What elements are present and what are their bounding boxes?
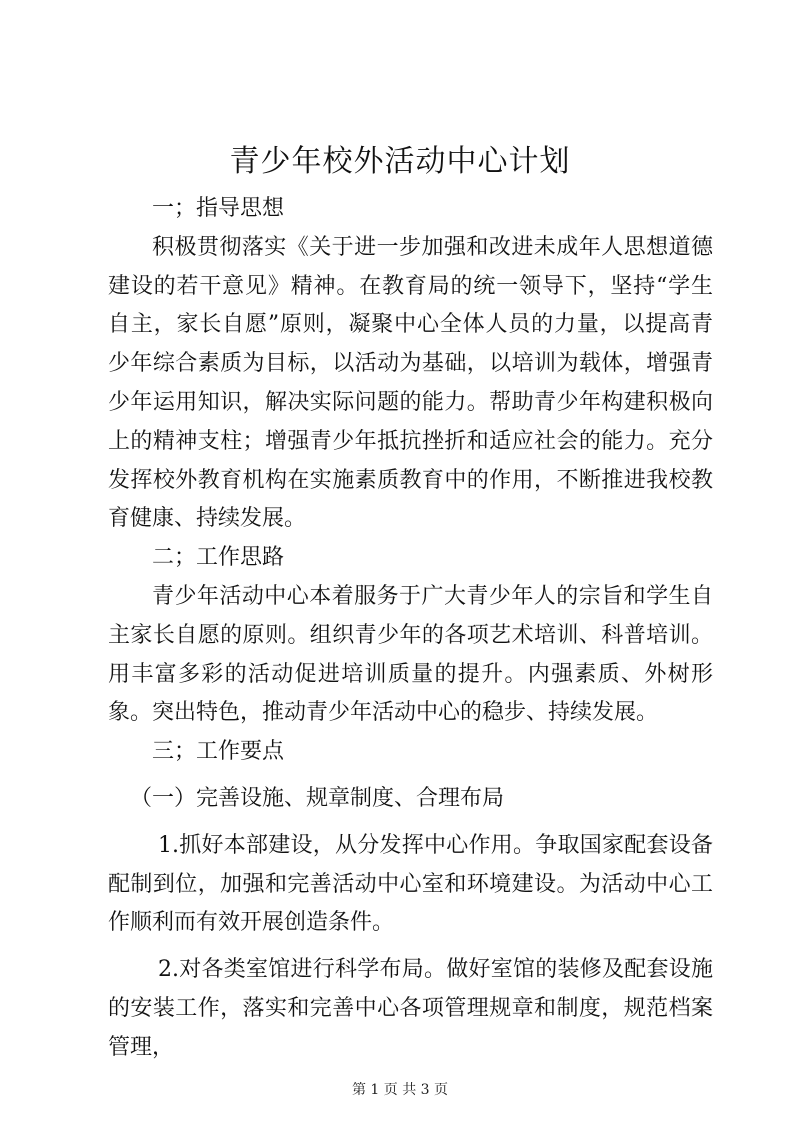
section-3-item-1: 1.抓好本部建设，从分发挥中心作用。争取国家配套设备配制到位，加强和完善活动中心室和环境建设。为活动中心工作顺利而有效开展创造条件。	[108, 832, 713, 936]
document-title: 青少年校外活动中心计划	[229, 144, 571, 179]
section-1-paragraph: 积极贯彻落实《关于进一步加强和改进未成年人思想道德建设的若干意见》精神。在教育局的统一领导下，坚持“学生自主，家长自愿”原则，凝聚中心全体人员的力量，以提高青少年综合素质为目标，以活动为基础，以培训为载体，增强青少年运用知识，解决实际问题的能力。帮助青少年构建积极向上的精神支柱；增强青少年抵抗挫折和适应社会的能力。充分发挥校外教育机构在实施素质教育中的作用，不断推进我校教育健康、持续发展。	[108, 234, 713, 532]
section-3-heading: 三；工作要点	[152, 739, 285, 765]
section-3-subheading-1: （一）完善设施、规章制度、合理布局	[130, 785, 505, 811]
page-footer: 第 1 页 共 3 页	[351, 1082, 449, 1098]
section-2-paragraph: 青少年活动中心本着服务于广大青少年人的宗旨和学生自主家长自愿的原则。组织青少年的各项艺术培训、科普培训。用丰富多彩的活动促进培训质量的提升。内强素质、外树形象。突出特色，推动青少年活动中心的稳步、持续发展。	[108, 583, 713, 726]
document-body	[108, 190, 713, 1068]
section-3-item-2: 2.对各类室馆进行科学布局。做好室馆的装修及配套设施的安装工作，落实和完善中心各项管理规章和制度，规范档案管理，	[108, 957, 713, 1060]
section-2-heading: 二；工作思路	[152, 545, 285, 571]
section-1-heading: 一；指导思想	[152, 196, 285, 221]
